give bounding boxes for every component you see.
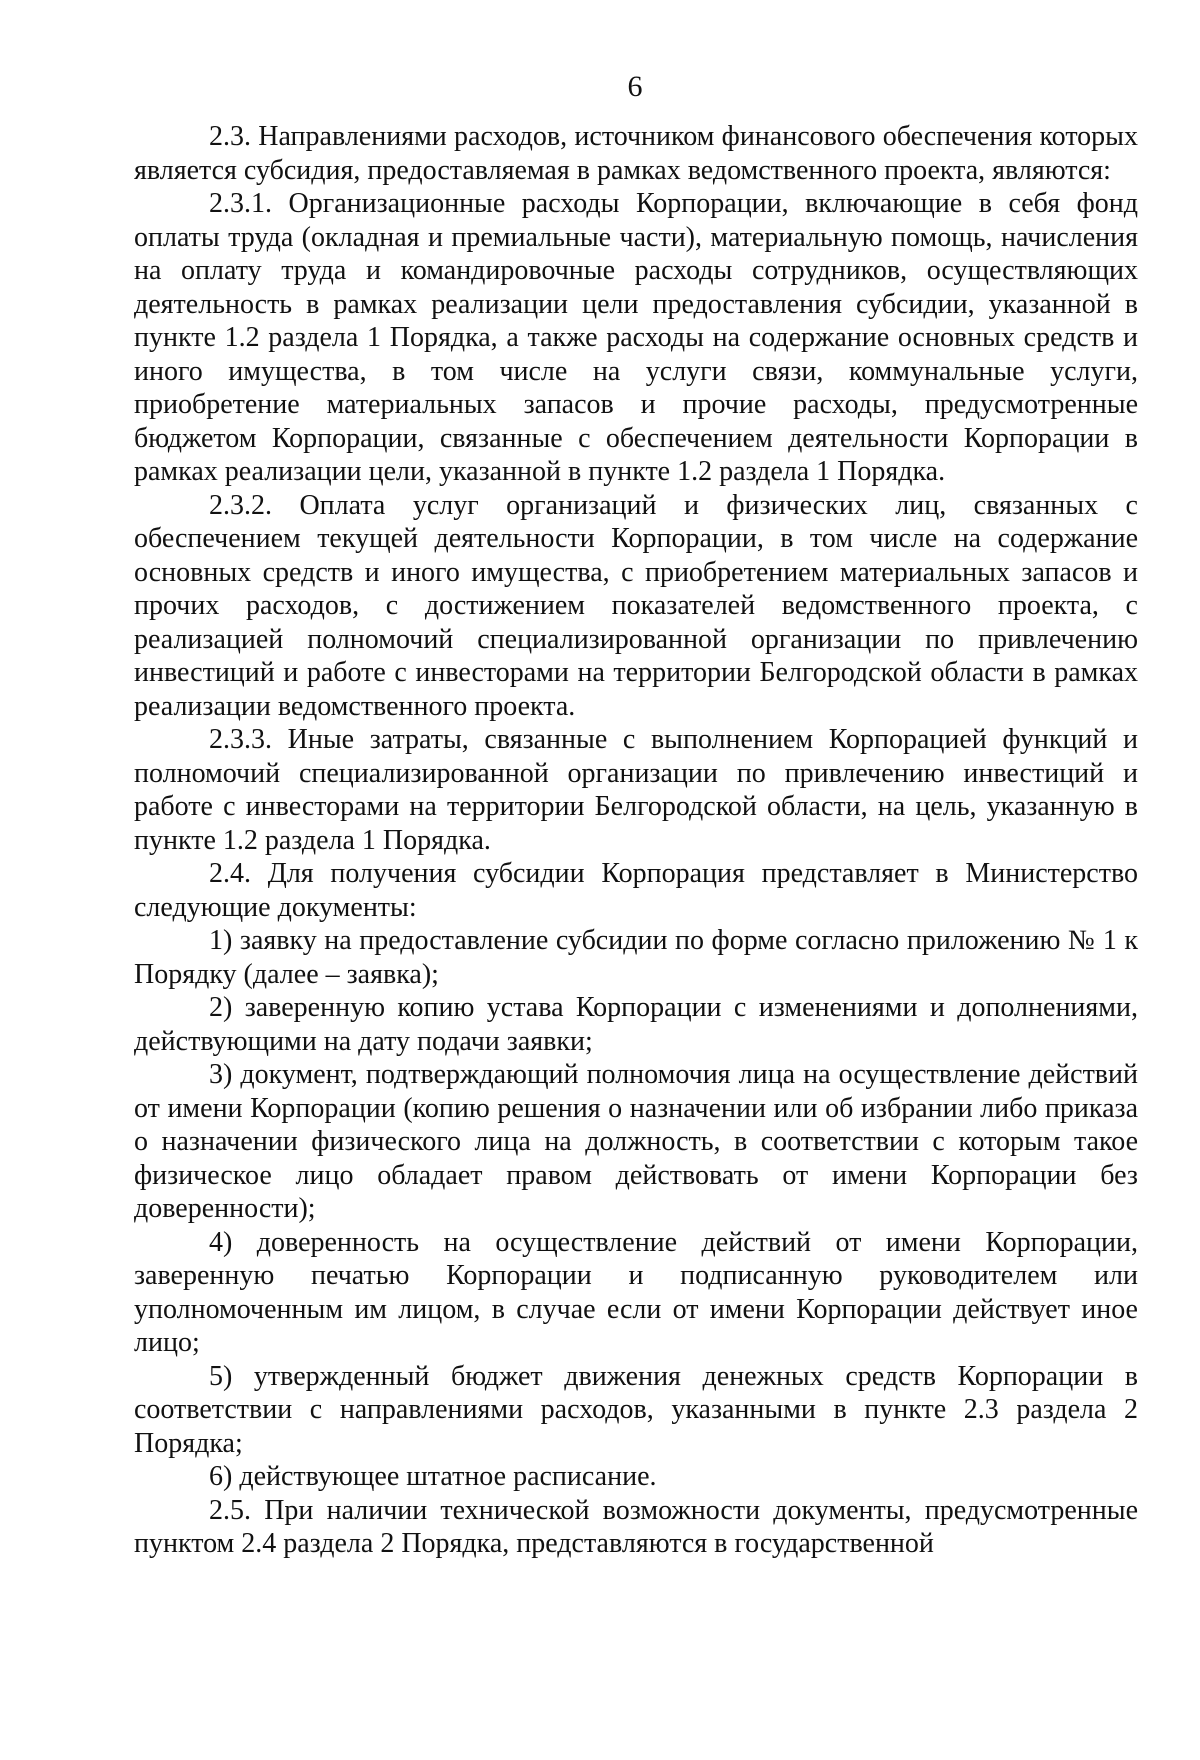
list-item-6: 6) действующее штатное расписание. <box>209 1461 657 1492</box>
paragraph-2-3-2: 2.3.2. Оплата услуг организаций и физических лиц, связанных с обеспечением текущей деятельности Корпорации, в том числе на содержание основных средств и иного имущества, с приобретением материальных запасов и прочих расходов, с достижением показателей ведомственного проекта, с реализацией полномочий специализированной организации по привлечению инвестиций и работе с инвесторами на территории Белгородской области в рамках реализации ведомственного проекта. <box>134 489 1138 722</box>
paragraph-2-5: 2.5. При наличии технической возможности документы, предусмотренные пунктом 2.4 раздела 2 Порядка, представляются в государственной <box>134 1494 1138 1559</box>
paragraph-2-3-3: 2.3.3. Иные затраты, связанные с выполнением Корпорацией функций и полномочий специализированной организации по привлечению инвестиций и работе с инвесторами на территории Белгородской области, на цель, указанную в пункте 1.2 раздела 1 Порядка. <box>134 724 1138 856</box>
paragraph-2-3: 2.3. Направлениями расходов, источником финансового обеспечения которых является субсидия, предоставляемая в рамках ведомственного проекта, являются: <box>134 121 1138 186</box>
list-item-1: 1) заявку на предоставление субсидии по форме согласно приложению № 1 к Порядку (далее – заявка); <box>134 925 1138 990</box>
list-item-4: 4) доверенность на осуществление действий от имени Корпорации, заверенную печатью Корпорации и подписанную руководителем или уполномоченным им лицом, в случае если от имени Корпорации действует иное лицо; <box>134 1226 1138 1358</box>
list-item-3: 3) документ, подтверждающий полномочия лица на осуществление действий от имени Корпорации (копию решения о назначении или об избрании либо приказа о назначении физического лица на должность, в соответствии с которым такое физическое лицо обладает правом действовать от имени Корпорации без доверенности); <box>134 1059 1138 1224</box>
paragraph-2-3-1: 2.3.1. Организационные расходы Корпорации, включающие в себя фонд оплаты труда (окладная и премиальные части), материальную помощь, начисления на оплату труда и командировочные расходы сотрудников, осуществляющих деятельность в рамках реализации цели предоставления субсидии, указанной в пункте 1.2 раздела 1 Порядка, а также расходы на содержание основных средств и иного имущества, в том числе на услуги связи, коммунальные услуги, приобретение материальных запасов и прочие расходы, предусмотренные бюджетом Корпорации, связанные с обеспечением деятельности Корпорации в рамках реализации цели, указанной в пункте 1.2 раздела 1 Порядка. <box>134 188 1138 487</box>
page-number: 6 <box>627 70 643 103</box>
list-item-5: 5) утвержденный бюджет движения денежных средств Корпорации в соответствии с направлениями расходов, указанными в пункте 2.3 раздела 2 Порядка; <box>134 1360 1138 1459</box>
document-body <box>134 120 1138 1561</box>
paragraph-2-4: 2.4. Для получения субсидии Корпорация представляет в Министерство следующие документы: <box>134 858 1138 923</box>
list-item-2: 2) заверенную копию устава Корпорации с изменениями и дополнениями, действующими на дату подачи заявки; <box>134 992 1138 1057</box>
